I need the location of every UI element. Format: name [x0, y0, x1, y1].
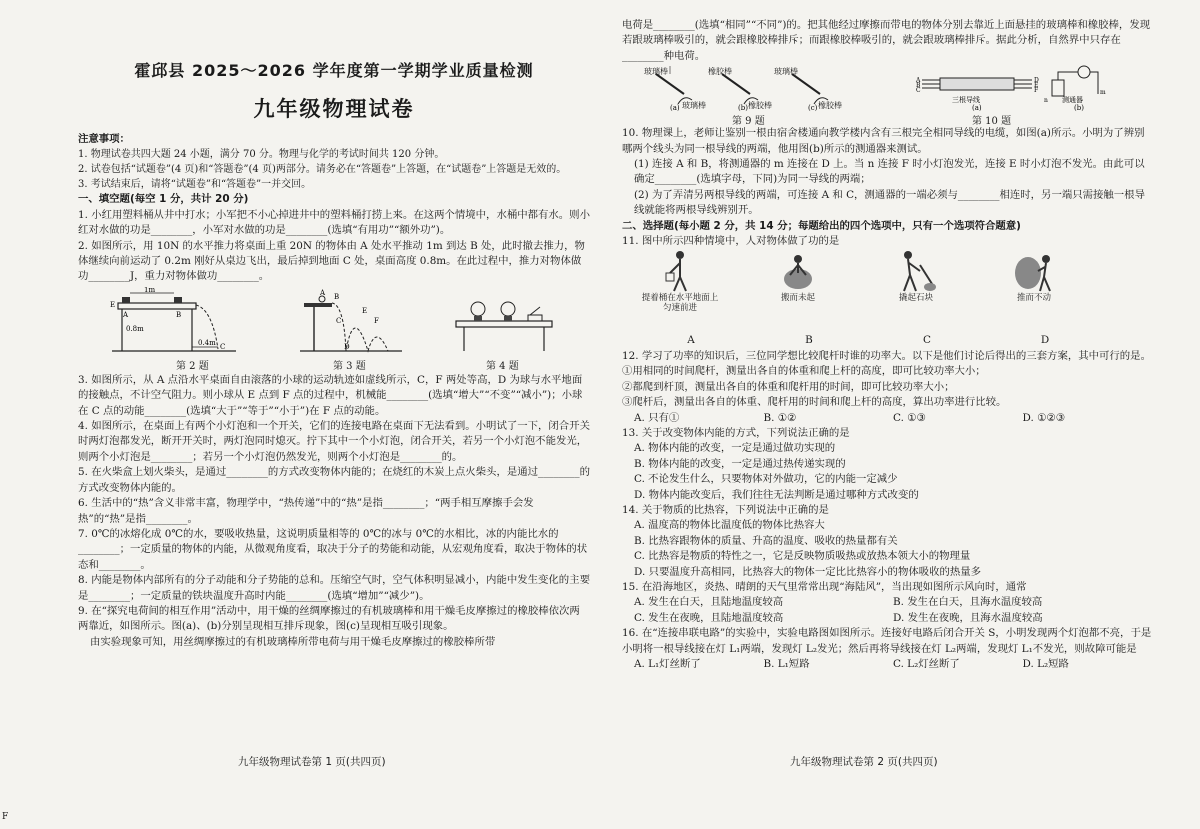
- notice-heading: 注意事项：: [78, 133, 130, 145]
- person-carrying-bucket-icon: [660, 249, 700, 293]
- q15-option-b: B. 发生在白天，且海水温度较高: [893, 596, 1043, 609]
- question-9: 9. 在“探究电荷间的相互作用”活动中，用干燥的丝绸摩擦过的有机玻璃棒和用干燥毛皮摩擦过的橡胶棒依次两两靠近，如图所示。图(a)、(b)分别呈现相互排斥现象，图(c)呈现相互吸引现象。: [78, 604, 580, 633]
- q11-caption-d: 推而不动: [1016, 293, 1051, 304]
- q11-picture-b: [758, 249, 838, 303]
- person-lifting-rock-icon: [778, 249, 818, 293]
- fig2-label-height: 0.8m: [126, 324, 144, 333]
- fig10-label-b: B: [916, 82, 921, 90]
- fig10-label-d: D: [1034, 77, 1039, 85]
- right-page: [622, 18, 1152, 672]
- fig2-label-e: E: [110, 300, 116, 309]
- fig9-rod-label-2: 橡胶棒: [708, 67, 732, 77]
- question-1: 1. 小红用塑料桶从井中打水；小军把不小心掉进井中的塑料桶打捞上来。在这两个情境中，水桶中都有水。则小红对水做的功是________，小军对水做的功是________(选填“有用功”“额外功”)。: [78, 208, 590, 237]
- q14-option-d: D. 只要温度升高相同，比热容大的物体一定比比热容小的物体吸收的热量多: [634, 565, 982, 578]
- question-10: 10. 物理课上，老师让鉴别一根由宿舍楼通向教学楼内含有三根完全相同导线的电缆，如图(a)所示。小明为了辨别哪两个线头为同一根导线的两端，他用图(b)所示的测通器来测试。: [622, 127, 1145, 155]
- figure-4-caption: 第 4 题: [486, 360, 519, 372]
- notice-item: 3. 考试结束后，请将“试题卷”和“答题卷”一并交回。: [78, 179, 312, 191]
- fig3-label-e: E: [362, 306, 368, 315]
- fig10-label-a: A: [916, 77, 921, 85]
- fig10-label-a-panel: (a): [972, 104, 982, 113]
- question-15-options-row-2: [622, 611, 1152, 626]
- figure-row-2-4: [78, 287, 590, 373]
- figure-4-lamps-on-table: [450, 287, 560, 357]
- q16-option-a: A. L₁灯丝断了: [634, 658, 701, 670]
- question-4: 4. 如图所示，在桌面上有两个小灯泡和一个开关，它们的连接电路在桌面下无法看到。小明试了一下，闭合开关时两灯泡都发光，断开开关时，两灯泡同时熄灭。拧下其中一个小灯泡，闭合开关，若另一个小灯泡不能发光，则两个小灯泡是________；若另一个小灯泡仍然发光，则两个小灯泡是________的。: [78, 420, 590, 463]
- question-5: 5. 在火柴盒上划火柴头，是通过________的方式改变物体内能的；在烧红的木炭上点火柴头，是通过________的方式改变物体内能的。: [78, 466, 590, 494]
- q13-option-c: C. 不论发生什么，只要物体对外做功，它的内能一定减少: [634, 473, 898, 486]
- q11-caption-c: 撬起石块: [898, 293, 933, 304]
- exam-title: 霍邱县 2025～2026 学年度第一学期学业质量检测: [134, 61, 534, 80]
- figure-row-9-10: [622, 64, 1152, 126]
- fig9-label-b: (b): [738, 104, 748, 113]
- q14-option-b: B. 比热容跟物体的质量、升高的温度、吸收的热量都有关: [634, 534, 898, 547]
- q16-option-c: C. L₂灯丝断了: [893, 658, 960, 670]
- question-12-statement-1: ①用相同的时间爬杆，测量出各自的体重和爬上杆的高度，即可比较功率大小；: [622, 365, 986, 378]
- fig10-label-c: C: [916, 87, 921, 95]
- question-16: 16. 在“连接串联电路”的实验中，实验电路图如图所示。连接好电路后闭合开关 S，小明发现两个灯泡都不亮，于是小明将一根导线接在灯 L₁两端，发现灯 L₂发光；然后再将导线接在灯 L₂两端，发现灯 L₁不发光，则故障可能是: [622, 627, 1152, 655]
- question-9-continued: 由实验现象可知，用丝绸摩擦过的有机玻璃棒所带电荷与用干燥毛皮摩擦过的橡胶棒所带: [90, 635, 496, 648]
- fig10-label-f: F: [1034, 87, 1039, 95]
- question-12-statement-2: ②都爬到杆顶，测量出各自的体重和爬杆用的时间，即可比较功率大小；: [622, 380, 955, 393]
- fig9-rod-label-1: 玻璃棒: [644, 67, 668, 77]
- fig2-label-1m: 1m: [144, 286, 156, 294]
- fig10-tester-label: 测通器: [1062, 96, 1083, 105]
- q11-letter-a: A: [687, 334, 695, 347]
- fig3-label-d: D: [344, 342, 350, 351]
- fig9-rod-label-5: 橡胶棒: [748, 101, 772, 111]
- question-11: 11. 图中所示四种情境中，人对物体做了功的是: [622, 235, 840, 248]
- q12-option-d: D. ①②③: [1022, 411, 1066, 424]
- question-12-options: [622, 411, 1152, 426]
- question-12: 12. 学习了功率的知识后，三位同学想比较爬杆时谁的功率大。以下是他们讨论后得出的三套方案，其中可行的是。: [622, 349, 1151, 362]
- fig2-label-b: B: [176, 310, 182, 319]
- question-10-part-2: (2) 为了弄清另两根导线的两端，可连接 A 和 C，测通器的一端必须与________相连时，另一端只需接触一根导线就能将两根导线辨别开。: [634, 188, 1145, 217]
- fig9-label-a: (a): [670, 104, 680, 113]
- person-prying-stone-icon: [896, 249, 936, 293]
- question-12-statement-3: ③爬杆后，测量出各自的体重、爬杆用的时间和爬上杆的高度，算出功率进行比较。: [622, 396, 1007, 409]
- q11-letter-d: D: [1040, 334, 1050, 347]
- fig2-label-c: C: [220, 342, 226, 351]
- question-6: 6. 生活中的“热”含义非常丰富，物理学中，“热传递”中的“热”是指________；“两手相互摩擦手会发热”的“热”是指________。: [78, 497, 534, 525]
- section-fill-in-title: 一、填空题(每空 1 分，共计 20 分): [78, 193, 249, 206]
- q12-option-b: B. ①②: [763, 411, 797, 424]
- fig3-label-a: A: [320, 288, 326, 297]
- q14-option-a: A. 温度高的物体比温度低的物体比热容大: [634, 519, 825, 532]
- question-14: 14. 关于物质的比热容，下列说法中正确的是: [622, 503, 829, 516]
- left-page: [78, 18, 590, 650]
- question-9-end: 电荷是________(选填“相同”“不同”)的。把其他经过摩擦而带电的物体分别去靠近上面悬挂的玻璃棒和橡胶棒，发现若跟玻璃棒吸引的，就会跟橡胶棒排斥；而跟橡胶棒吸引的，就会跟玻璃棒排斥。据此分析，自然界中只存在________种电荷。: [622, 19, 1151, 62]
- q11-letter-b: B: [805, 334, 813, 347]
- footer-page-2: 九年级物理试卷第 2 页(共四页): [790, 756, 938, 768]
- figure-2-caption: 第 2 题: [176, 360, 209, 372]
- q14-option-c: C. 比热容是物质的特性之一，它是反映物质吸热或放热本领大小的物理量: [634, 550, 971, 563]
- fig3-label-f: F: [374, 316, 379, 325]
- question-7: 7. 0℃的冰熔化成 0℃的水，要吸收热量，这说明质量相等的 0℃的冰与 0℃的水相比，冰的内能比水的________；一定质量的物体的内能，从微观角度看，取决于分子的势能和动能，从宏观角度看，取决于物体的状态和________。: [78, 527, 588, 571]
- fig10-cable-label: 三根导线: [952, 96, 980, 105]
- fig10-label-n: n: [1044, 97, 1048, 105]
- fig9-label-c: (c): [808, 104, 818, 113]
- q16-option-b: B. L₁短路: [763, 658, 810, 670]
- fig9-rod-label-3: 玻璃棒: [774, 67, 798, 77]
- notice-item: 1. 物理试卷共四大题 24 小题，满分 70 分。物理与化学的考试时间共 120 分钟。: [78, 149, 445, 161]
- fig3-label-b: B: [334, 292, 340, 301]
- paper-title: 九年级物理试卷: [253, 97, 415, 121]
- edge-mark: F: [2, 812, 9, 822]
- q16-option-d: D. L₂短路: [1022, 658, 1069, 670]
- fig9-rod-label-4: 玻璃棒: [682, 101, 706, 111]
- q12-option-a: A. 只有①: [634, 411, 680, 424]
- fig2-label-distance: 0.4m: [198, 338, 216, 347]
- question-2: 2. 如图所示，用 10N 的水平推力将桌面上重 20N 的物体由 A 处水平推动 1m 到达 B 处，此时撤去推力，物体继续向前运动了 0.2m 刚好从桌边飞出，最后掉到地面 C 处，桌面高度 0.8m。在此过程中，推力对物体做功________J，重力对物体做功________。: [78, 239, 585, 283]
- q13-option-b: B. 物体内能的改变，一定是通过热传递实现的: [634, 457, 846, 470]
- footer-page-1: 九年级物理试卷第 1 页(共四页): [238, 756, 386, 768]
- q11-caption-a: 提着桶在水平地面上匀速前进: [641, 293, 719, 314]
- q11-caption-b: 搬而未起: [780, 293, 815, 304]
- question-13: 13. 关于改变物体内能的方式，下列说法正确的是: [622, 426, 850, 439]
- question-15-options-row-1: [622, 595, 1152, 610]
- person-pushing-boulder-icon: [1014, 249, 1054, 293]
- figure-2-table-diagram: [108, 287, 238, 357]
- fig10-label-b-panel: (b): [1074, 104, 1084, 113]
- question-11-pictures: [622, 249, 1152, 333]
- question-15: 15. 在沿海地区，炎热、晴朗的天气里常常出现“海陆风”，当出现如图所示风向时，通常: [622, 580, 1027, 593]
- question-16-options: [622, 657, 1152, 672]
- notice-item: 2. 试卷包括“试题卷”(4 页)和“答题卷”(4 页)两部分。请务必在“答题卷”上答题，在“试题卷”上答题是无效的。: [78, 164, 567, 176]
- question-11-letters: [622, 333, 1152, 348]
- q13-option-a: A. 物体内能的改变，一定是通过做功实现的: [634, 442, 836, 455]
- q12-option-c: C. ①③: [893, 411, 926, 424]
- fig2-label-a: A: [123, 310, 129, 319]
- q15-option-a: A. 发生在白天，且陆地温度较高: [634, 596, 784, 609]
- section-choice-title: 二、选择题(每小题 2 分，共 14 分；每题给出的四个选项中，只有一个选项符合题意): [622, 219, 1021, 232]
- figure-3-ball-trajectory: [296, 287, 406, 357]
- figure-10-caption: 第 10 题: [972, 116, 1012, 128]
- fig10-label-e: E: [1034, 82, 1039, 90]
- q15-option-c: C. 发生在夜晚，且陆地温度较高: [634, 611, 784, 624]
- q11-picture-d: [994, 249, 1074, 303]
- fig10-label-m: m: [1100, 89, 1106, 97]
- question-8: 8. 内能是物体内部所有的分子动能和分子势能的总和。压缩空气时，空气体积明显减小，内能中发生变化的主要是________；一定质量的铁块温度升高时内能________(选填“增加”“减少”)。: [78, 574, 590, 602]
- figure-3-caption: 第 3 题: [333, 360, 366, 372]
- question-3: 3. 如图所示，从 A 点沿水平桌面自由滚落的小球的运动轨迹如虚线所示，C，F 两处等高，D 为球与水平地面的接触点，不计空气阻力。则小球从 E 点到 F 点的过程中，机械能________(选填“增大”“不变”“减小”)；小球在 C 点的动能________(选填“大于”“等于”“小于”)在 F 点的动能。: [78, 373, 583, 417]
- q15-option-d: D. 发生在夜晚，且海水温度较高: [893, 611, 1043, 624]
- figure-9-caption: 第 9 题: [732, 116, 765, 128]
- q11-picture-a: [640, 249, 720, 313]
- fig9-rod-label-6: 橡胶棒: [818, 101, 842, 111]
- q11-letter-c: C: [923, 334, 931, 347]
- fig3-label-c: C: [336, 316, 342, 325]
- q11-picture-c: [876, 249, 956, 303]
- q13-option-d: D. 物体内能改变后，我们往往无法判断是通过哪种方式改变的: [634, 488, 919, 501]
- question-10-part-1: (1) 连接 A 和 B，将测通器的 m 连接在 D 上。当 n 连接 F 时小灯泡发光，连接 E 时小灯泡不发光。由此可以确定________(选填字母，下同)为同一导线的两端；: [634, 158, 1145, 186]
